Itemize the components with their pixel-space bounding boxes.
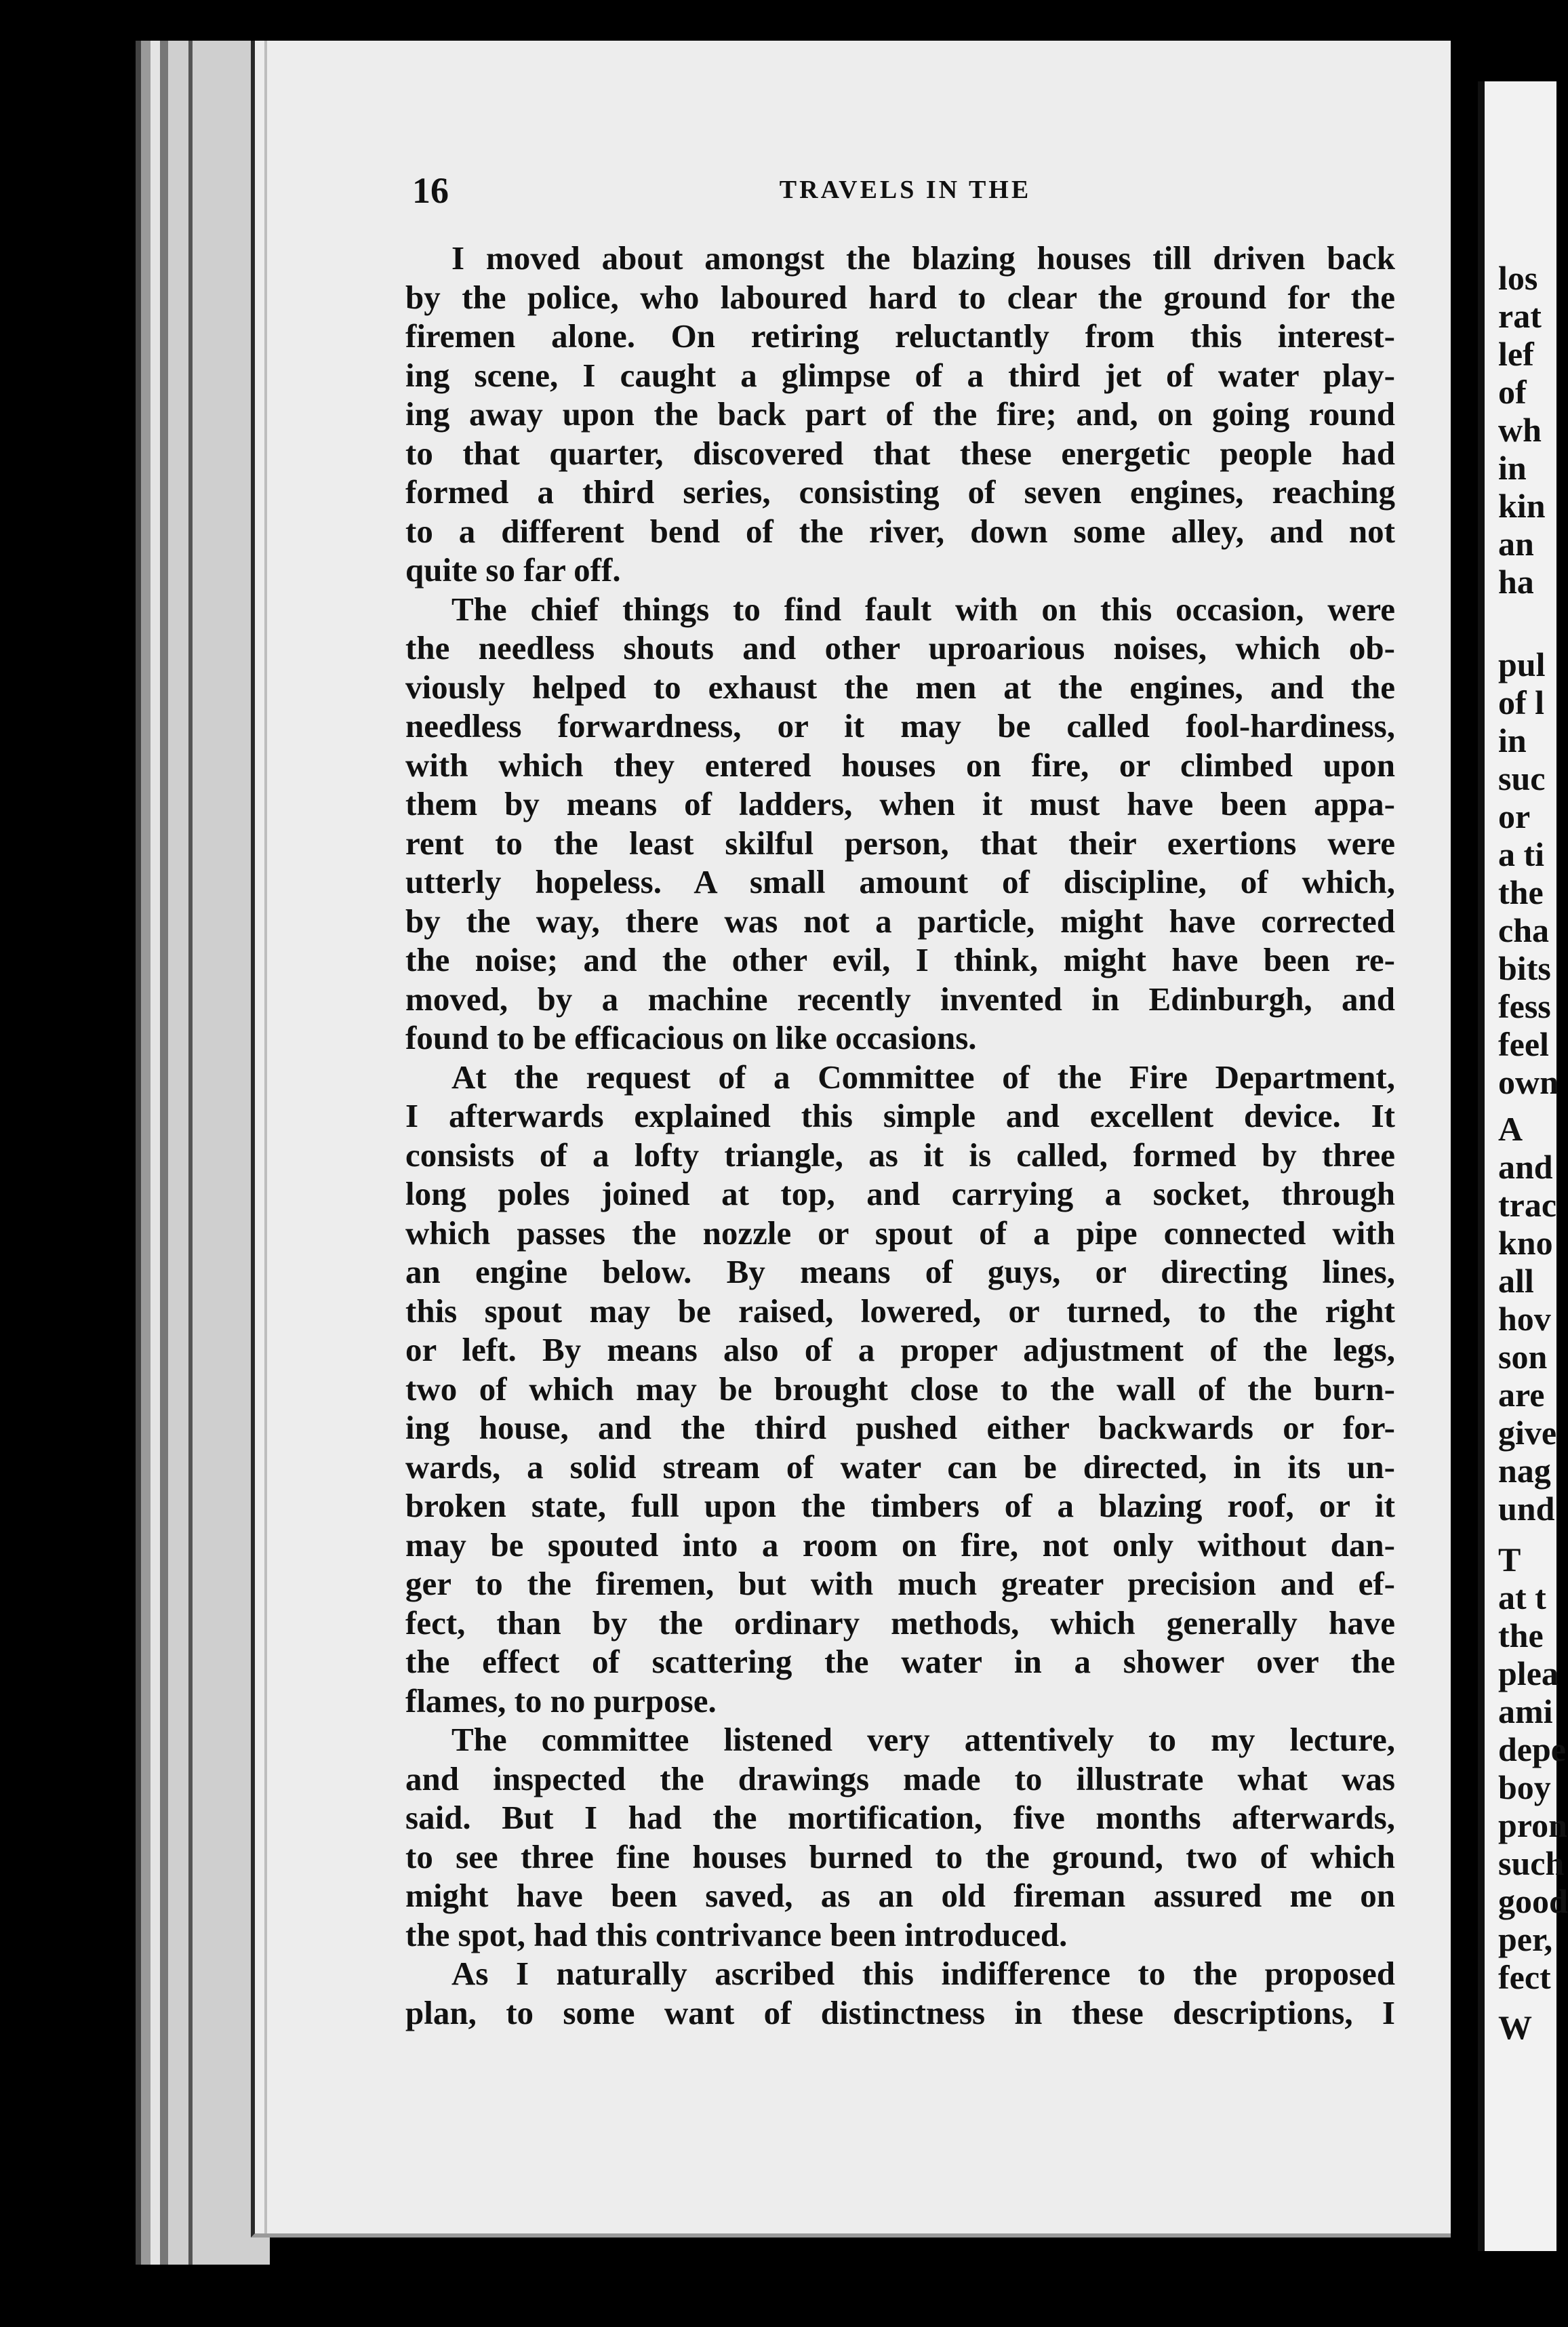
text-line: them by means of ladders, when it must have been appa- [405,785,1395,822]
text-line: to see three fine houses burned to the ground, two of which [405,1837,1395,1875]
text-line: an engine below. By means of guys, or directing lines, [405,1253,1395,1290]
facing-page-fragment: of l [1498,683,1545,721]
facing-page-fragment: und [1498,1490,1555,1528]
text-line: the effect of scattering the water in a shower over the [405,1643,1395,1680]
facing-page-fragment: W [1498,2008,1532,2046]
facing-page-fragment: ha [1498,563,1534,601]
facing-page-fragment: nag [1498,1452,1551,1490]
text-line: may be spouted into a room on fire, not only without dan- [405,1526,1395,1564]
text-line: and inspected the drawings made to illustrate what was [405,1759,1395,1797]
text-line: utterly hopeless. A small amount of discipline, of which, [405,863,1395,900]
text-line: firemen alone. On retiring reluctantly from this interest- [405,317,1395,355]
facing-page-fragment: and [1498,1148,1553,1186]
text-line: found to be efficacious on like occasions. [405,1019,977,1056]
page-header [412,170,1399,210]
facing-page-fragment: kno [1498,1224,1553,1262]
facing-page-fragment: bits [1498,949,1551,987]
facing-page-fragment: pron [1498,1806,1567,1844]
text-line: As I naturally ascribed this indifference to the proposed [451,1955,1395,1992]
facing-page-fragment: such [1498,1844,1565,1882]
facing-page-fragment: son [1498,1338,1548,1376]
facing-page-fragment: the [1498,873,1544,911]
facing-page-fragment: lef [1498,335,1534,373]
text-line: At the request of a Committee of the Fire Department, [451,1058,1395,1096]
text-line: with which they entered houses on fire, or climbed upon [405,746,1395,784]
facing-page-fragment: boy [1498,1768,1551,1806]
text-line: the spot, had this contrivance been introduced. [405,1915,1068,1953]
facing-page-fragment: of [1498,373,1527,411]
text-line: The chief things to find fault with on this occasion, were [451,590,1395,628]
text-line: moved, by a machine recently invented in Edinburgh, and [405,980,1395,1018]
text-line: ing house, and the third pushed either backwards or for- [405,1409,1395,1446]
facing-page-fragment: suc [1498,759,1546,797]
facing-page-fragment: at t [1498,1578,1546,1616]
running-head: TRAVELS IN THE [779,176,1032,204]
facing-page-fragment: kin [1498,487,1546,525]
text-line: ing scene, I caught a glimpse of a third jet of water play- [405,356,1395,394]
facing-page-fragment: give [1498,1414,1557,1452]
paragraph [405,590,1395,1058]
text-line: or left. By means also of a proper adjustment of the legs, [405,1331,1395,1368]
text-line: this spout may be raised, lowered, or turned, to the right [405,1292,1395,1330]
text-line: wards, a solid stream of water can be directed, in its un- [405,1448,1395,1486]
facing-page-fragment: pul [1498,645,1546,683]
text-line: by the way, there was not a particle, might have corrected [405,902,1395,940]
facing-page-fragment: in [1498,449,1527,487]
text-line: rent to the least skilful person, that their exertions were [405,824,1395,862]
text-line: which passes the nozzle or spout of a pipe connected with [405,1214,1395,1252]
text-line: might have been saved, as an old fireman assured me on [405,1877,1395,1914]
facing-page-fragment: wh [1498,411,1542,449]
text-line: to a different bend of the river, down some alley, and not [405,512,1395,550]
facing-page-fragment: fect [1498,1958,1551,1996]
facing-page-fragment: are [1498,1376,1545,1414]
text-line: The committee listened very attentively to my lecture, [451,1721,1395,1758]
paragraph [405,1720,1395,1954]
text-line: broken state, full upon the timbers of a blazing roof, or it [405,1487,1395,1524]
facing-page-fragment: a ti [1498,835,1545,873]
body-text [405,239,1395,2032]
paragraph [405,239,1395,590]
facing-page-fragment: trac [1498,1186,1557,1224]
text-line: ger to the firemen, but with much greater precision and ef- [405,1565,1395,1602]
text-line: quite so far off. [405,551,621,589]
text-line: flames, to no purpose. [405,1682,717,1719]
text-line: long poles joined at top, and carrying a socket, through [405,1175,1395,1212]
facing-page-fragment: depe [1498,1730,1566,1768]
facing-page-fragment: own [1498,1063,1559,1101]
facing-page-fragment: all [1498,1262,1534,1300]
paragraph [405,1954,1395,2032]
text-line: by the police, who laboured hard to clear the ground for the [405,278,1395,316]
facing-page-fragment: good [1498,1882,1568,1920]
text-line: ing away upon the back part of the fire; and, on going round [405,395,1395,433]
facing-page-fragment: plea [1498,1654,1559,1692]
facing-page-fragment: A [1498,1110,1523,1148]
text-line: plan, to some want of distinctness in these descriptions, I [405,1993,1395,2031]
facing-page-fragment: cha [1498,911,1549,949]
text-line: viously helped to exhaust the men at the engines, and the [405,668,1395,706]
text-line: consists of a lofty triangle, as it is called, formed by three [405,1136,1395,1174]
facing-page-fragment: los [1498,259,1538,297]
facing-page-fragment: an [1498,525,1534,563]
text-line: the needless shouts and other uproarious noises, which ob- [405,629,1395,667]
facing-page-fragment: ami [1498,1692,1553,1730]
facing-page-fragment: the [1498,1616,1544,1654]
text-line: I afterwards explained this simple and excellent device. It [405,1097,1395,1134]
paragraph [405,1058,1395,1721]
facing-page-fragment: or [1498,797,1531,835]
facing-page-fragment: per, [1498,1920,1553,1958]
facing-page-fragment: feel [1498,1025,1549,1063]
text-line: said. But I had the mortification, five months afterwards, [405,1799,1395,1836]
text-line: needless forwardness, or it may be called fool-hardiness, [405,707,1395,744]
facing-page-fragment: in [1498,721,1527,759]
facing-page-fragment: T [1498,1540,1521,1578]
facing-page-edge [1478,81,1568,2251]
text-line: two of which may be brought close to the wall of the burn- [405,1370,1395,1408]
text-line: formed a third series, consisting of seven engines, reaching [405,473,1395,511]
text-line: to that quarter, discovered that these energetic people had [405,434,1395,472]
text-line: the noise; and the other evil, I think, might have been re- [405,941,1395,978]
text-line: I moved about amongst the blazing houses till driven back [451,239,1395,277]
page-number: 16 [412,170,449,211]
facing-page-fragment: hov [1498,1300,1551,1338]
facing-page-fragment: fess [1498,987,1551,1025]
facing-page-fragment: rat [1498,297,1542,335]
text-line: fect, than by the ordinary methods, which generally have [405,1604,1395,1642]
left-page-edges [136,41,270,2265]
